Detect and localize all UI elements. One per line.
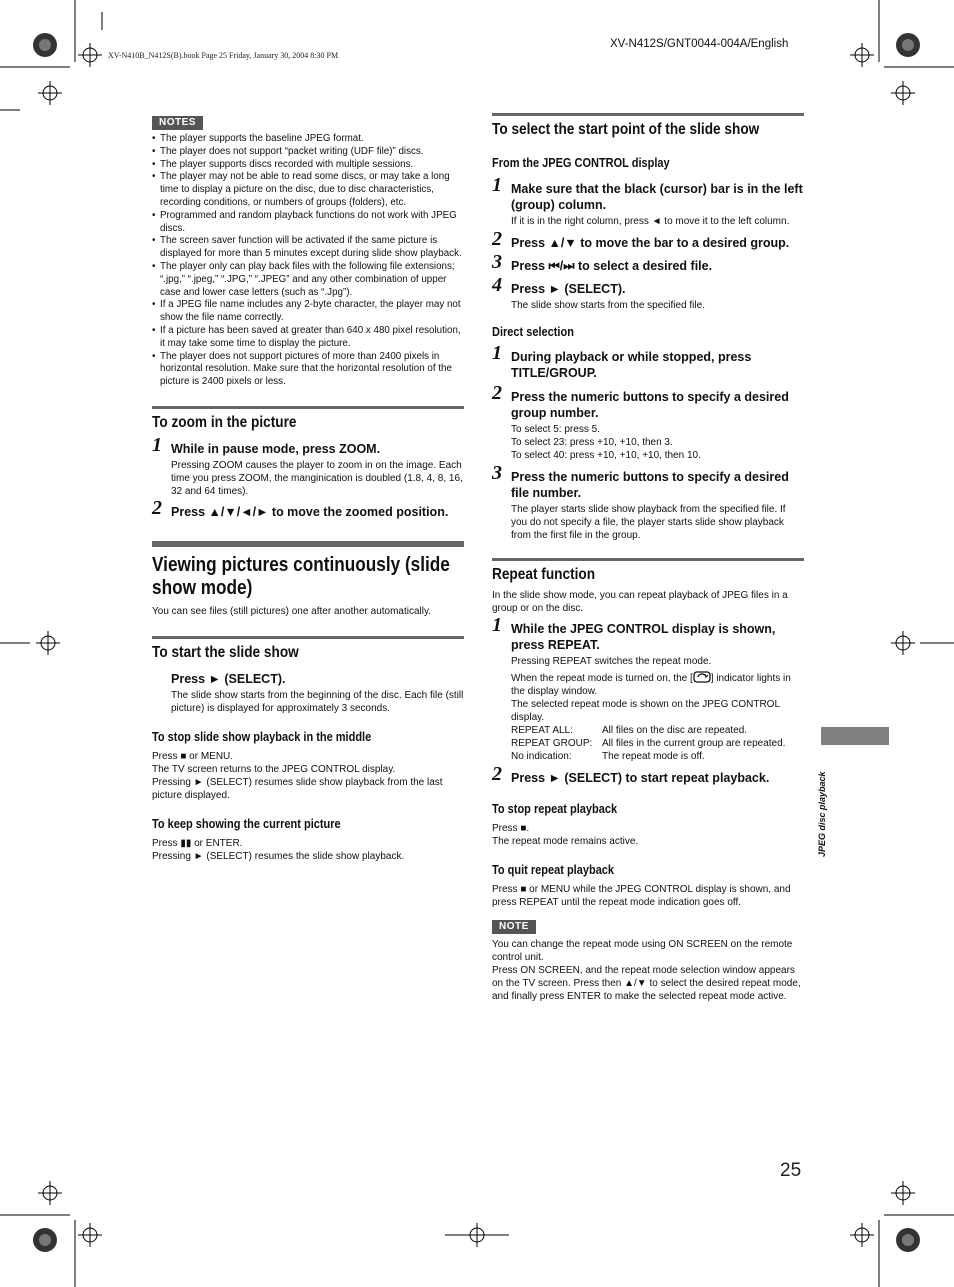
slideshow-intro: You can see files (still pictures) one after another automatically. — [152, 605, 432, 617]
notes-section — [152, 116, 464, 389]
step-text: While in pause mode, press ZOOM. — [171, 441, 381, 456]
stop-middle-line: Press ■ or MENU. — [152, 750, 234, 762]
step-text: Press ▲/▼ to move the bar to a desired group. — [511, 236, 790, 250]
slideshow-section — [152, 554, 464, 618]
zoom-step-1 — [152, 433, 464, 457]
zoom-heading: To zoom in the picture — [152, 413, 297, 431]
keep-section — [152, 817, 464, 863]
step-number: 1 — [152, 433, 162, 456]
list-item: • The screen saver function will be activated if the same picture is displayed for more than 5 minutes except during slide show playback. — [160, 235, 464, 261]
start-step — [152, 671, 464, 687]
stop-middle-line: Pressing ► (SELECT) resumes slide show playback from the last picture displayed. — [152, 776, 443, 801]
select-step-3 — [492, 251, 804, 274]
keep-line: Press ▮▮ or ENTER. — [152, 837, 243, 849]
select-step-1-desc: If it is in the right column, press ◄ to move it to the left column. — [511, 216, 790, 227]
quit-repeat-text: Press ■ or MENU while the JPEG CONTROL display is shown, and press REPEAT until the repeat mode indication goes off. — [492, 884, 791, 908]
step-text: Press ► (SELECT) to start repeat playback. — [511, 771, 770, 785]
list-item: • The player supports the baseline JPEG format. — [160, 133, 464, 146]
document-code: XV-N412S/GNT0044-004A/English — [610, 38, 789, 50]
direct-step-3-desc: The player starts slide show playback from the specified file. If you do not specify a file, the player starts slide show playback from the first file in the group. — [511, 504, 786, 541]
step-number: 2 — [492, 763, 502, 785]
section-divider — [492, 113, 804, 116]
start-section — [152, 644, 464, 715]
step-text: Press ► (SELECT). — [511, 282, 626, 296]
repeat-note — [492, 920, 804, 1003]
repeat-step-1-c: The selected repeat mode is shown on the JPEG CONTROL display. — [511, 699, 780, 723]
notes-list — [152, 133, 464, 389]
notes-tag: NOTES — [152, 116, 203, 130]
note-line: You can change the repeat mode using ON SCREEN on the remote control unit. — [492, 939, 793, 963]
stop-middle-section — [152, 730, 464, 802]
step-number: 2 — [492, 228, 502, 250]
stop-middle-line: The TV screen returns to the JPEG CONTROL display. — [152, 763, 396, 775]
repeat-mode-name: REPEAT GROUP: — [511, 738, 593, 749]
repeat-mode-desc: All files in the current group are repeated. — [602, 738, 786, 749]
step-text: Press ⏮/⏭ to select a desired file. — [511, 259, 713, 273]
select-step-4-desc: The slide show starts from the specified file. — [511, 300, 705, 311]
step-text: Press ► (SELECT). — [171, 671, 286, 686]
repeat-step-1-b — [492, 671, 804, 698]
step-number: 3 — [492, 251, 502, 273]
zoom-section — [152, 414, 464, 520]
step-text: Make sure that the black (cursor) bar is in the left (group) column. — [511, 182, 803, 212]
select-start-heading: To select the start point of the slide show — [492, 121, 760, 138]
section-divider — [152, 541, 464, 547]
list-item: • If a JPEG file name includes any 2-byte character, the player may not show the file name correctly. — [160, 299, 464, 325]
repeat-step-1 — [492, 614, 804, 653]
repeat-indicator-icon — [693, 671, 711, 683]
stop-repeat-line: Press ■. — [492, 823, 530, 834]
keep-line: Pressing ► (SELECT) resumes the slide show playback. — [152, 850, 405, 862]
sidebar-tab — [821, 727, 889, 745]
file-info: XV-N410B_N412S(B).book Page 25 Friday, January 30, 2004 8:30 PM — [108, 51, 339, 60]
direct-step-2-line: To select 23: press +10, +10, then 3. — [511, 437, 673, 448]
stop-middle-heading: To stop slide show playback in the middle — [152, 729, 372, 744]
select-step-4 — [492, 274, 804, 297]
direct-step-2-line: To select 5: press 5. — [511, 424, 600, 435]
step-number: 4 — [492, 274, 502, 296]
step-number: 1 — [492, 614, 502, 636]
select-start-section — [492, 121, 804, 542]
stop-repeat-line: The repeat mode remains active. — [492, 836, 639, 847]
step-number: 2 — [152, 496, 162, 519]
zoom-step-1-desc: Pressing ZOOM causes the player to zoom in on the image. Each time you press ZOOM, the manginication is doubled (1.8, 4, 8, 16, 32 and 64 times). — [171, 459, 463, 497]
list-item: • The player only can play back files with the following file extensions; “.jpg,” “.jpeg,” “.JPG,” “.JPEG” and any other combination of upper case and lower case letters (such as “.Jpg”). — [160, 261, 464, 299]
list-item: • The player may not be able to read some discs, or may take a long time to display a picture on the disc, due to disc characteristics, recording conditions, or numbers of groups (folders), etc. — [160, 171, 464, 209]
repeat-step-1-b-pre: When the repeat mode is turned on, the [ — [511, 673, 693, 684]
step-number: 1 — [492, 342, 502, 364]
section-divider — [492, 558, 804, 561]
repeat-step-1-b-post: ] indicator lights in the display window. — [511, 673, 791, 697]
section-divider — [152, 636, 464, 639]
page-number: 25 — [780, 1160, 802, 1181]
list-item: • The player does not support “packet writing (UDF file)” discs. — [160, 146, 464, 159]
right-column — [492, 113, 804, 1003]
direct-selection-heading: Direct selection — [492, 325, 574, 339]
direct-step-2 — [492, 382, 804, 421]
repeat-intro: In the slide show mode, you can repeat playback of JPEG files in a group or on the disc. — [492, 590, 788, 614]
list-item: • Programmed and random playback functions do not work with JPEG discs. — [160, 210, 464, 236]
repeat-mode-name: No indication: — [511, 751, 572, 762]
repeat-mode-row — [492, 737, 804, 750]
direct-step-1 — [492, 342, 804, 381]
zoom-step-2 — [152, 496, 464, 520]
note-line: Press ON SCREEN, and the repeat mode selection window appears on the TV screen. Press then ▲/▼ to select the desired repeat mode, and finally press ENTER to make the selected repeat mode active. — [492, 965, 801, 1002]
select-step-2 — [492, 228, 804, 251]
repeat-step-2 — [492, 763, 804, 786]
sidebar-label: JPEG disc playback — [817, 771, 827, 857]
repeat-mode-desc: The repeat mode is off. — [602, 751, 705, 762]
start-desc: The slide show starts from the beginning of the disc. Each file (still picture) is displayed for approximately 3 seconds. — [171, 689, 464, 714]
select-step-1 — [492, 174, 804, 213]
step-number: 2 — [492, 382, 502, 404]
repeat-section — [492, 566, 804, 1003]
stop-repeat-heading: To stop repeat playback — [492, 802, 618, 816]
quit-repeat-heading: To quit repeat playback — [492, 863, 615, 877]
repeat-mode-name: REPEAT ALL: — [511, 725, 573, 736]
direct-step-2-line: To select 40: press +10, +10, +10, then 10. — [511, 450, 701, 461]
repeat-heading: Repeat function — [492, 566, 596, 583]
step-text: Press ▲/▼/◄/► to move the zoomed position. — [171, 504, 449, 519]
repeat-mode-row — [492, 724, 804, 737]
section-divider — [152, 406, 464, 409]
left-column — [152, 116, 464, 863]
direct-step-3 — [492, 462, 804, 501]
repeat-mode-desc: All files on the disc are repeated. — [602, 725, 748, 736]
note-tag: NOTE — [492, 920, 536, 934]
from-jpeg-control-heading: From the JPEG CONTROL display — [492, 156, 670, 170]
step-number: 3 — [492, 462, 502, 484]
step-text: During playback or while stopped, press TITLE/GROUP. — [511, 350, 752, 380]
repeat-step-1-a: Pressing REPEAT switches the repeat mode. — [511, 656, 712, 667]
list-item: • The player supports discs recorded with multiple sessions. — [160, 159, 464, 172]
step-number: 1 — [492, 174, 502, 196]
keep-heading: To keep showing the current picture — [152, 816, 341, 831]
repeat-mode-row — [492, 750, 804, 763]
slideshow-heading: Viewing pictures continuously (slide show mode) — [152, 553, 450, 599]
step-text: Press the numeric buttons to specify a desired file number. — [511, 470, 789, 500]
step-text: Press the numeric buttons to specify a desired group number. — [511, 390, 789, 420]
list-item: • The player does not support pictures of more than 2400 pixels in horizontal resolution. Make sure that the horizontal resolution of the picture is 2400 pixels or less. — [160, 351, 464, 389]
start-heading: To start the slide show — [152, 643, 299, 661]
list-item: • If a picture has been saved at greater than 640 x 480 pixel resolution, it may take some time to display the picture. — [160, 325, 464, 351]
step-text: While the JPEG CONTROL display is shown, press REPEAT. — [511, 622, 776, 652]
